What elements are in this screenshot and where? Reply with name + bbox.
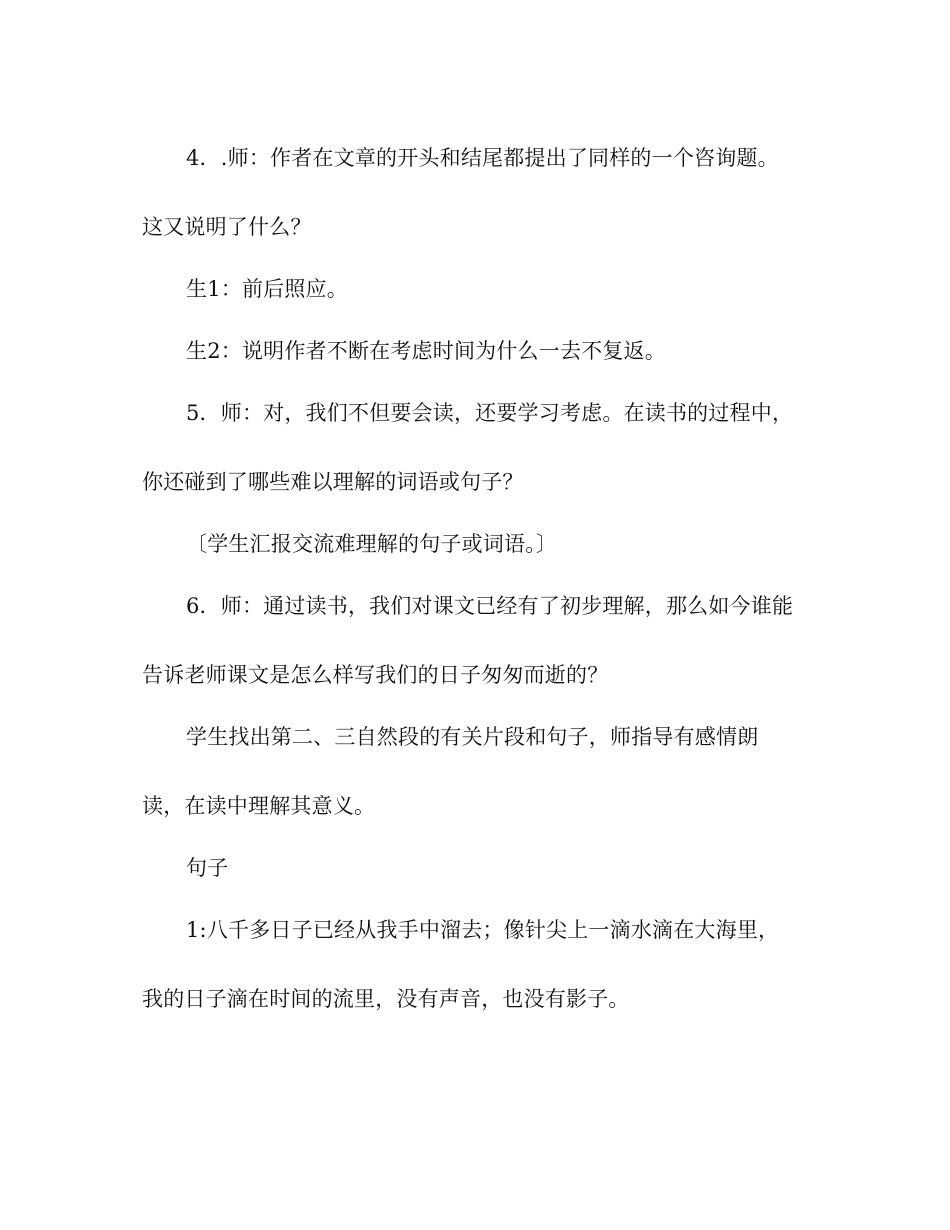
sentence-heading: 句子 xyxy=(186,856,229,880)
paragraph-4-line-1: 4．.师：作者在文章的开头和结尾都提出了同样的一个咨询题。 xyxy=(186,146,779,170)
activity-line-1: 学生找出第二、三自然段的有关片段和句子，师指导有感情朗 xyxy=(186,725,759,749)
student-2-answer: 生2：说明作者不断在考虑时间为什么一去不复返。 xyxy=(186,339,666,363)
activity-line-2: 读，在读中理解其意义。 xyxy=(142,794,376,818)
paragraph-5-line-1: 5．师：对，我们不但要会读，还要学习考虑。在读书的过程中， xyxy=(186,401,794,425)
paragraph-4-line-2: 这又说明了什么？ xyxy=(142,215,312,239)
sentence-1-line-1: 1:八千多日子已经从我手中溜去；像针尖上一滴水滴在大海里， xyxy=(186,918,780,942)
student-1-answer: 生1：前后照应。 xyxy=(186,277,348,301)
paragraph-6-line-2: 告诉老师课文是怎么样写我们的日子匆匆而逝的？ xyxy=(142,663,609,687)
paragraph-5-line-2: 你还碰到了哪些难以理解的词语或句子？ xyxy=(142,470,524,494)
sentence-1-line-2: 我的日子滴在时间的流里，没有声音，也没有影子。 xyxy=(142,987,630,1011)
paragraph-6-line-1: 6．师：通过读书，我们对课文已经有了初步理解，那么如今谁能 xyxy=(186,594,794,618)
student-report-note: 〔学生汇报交流难理解的句子或词语。〕 xyxy=(186,532,558,556)
